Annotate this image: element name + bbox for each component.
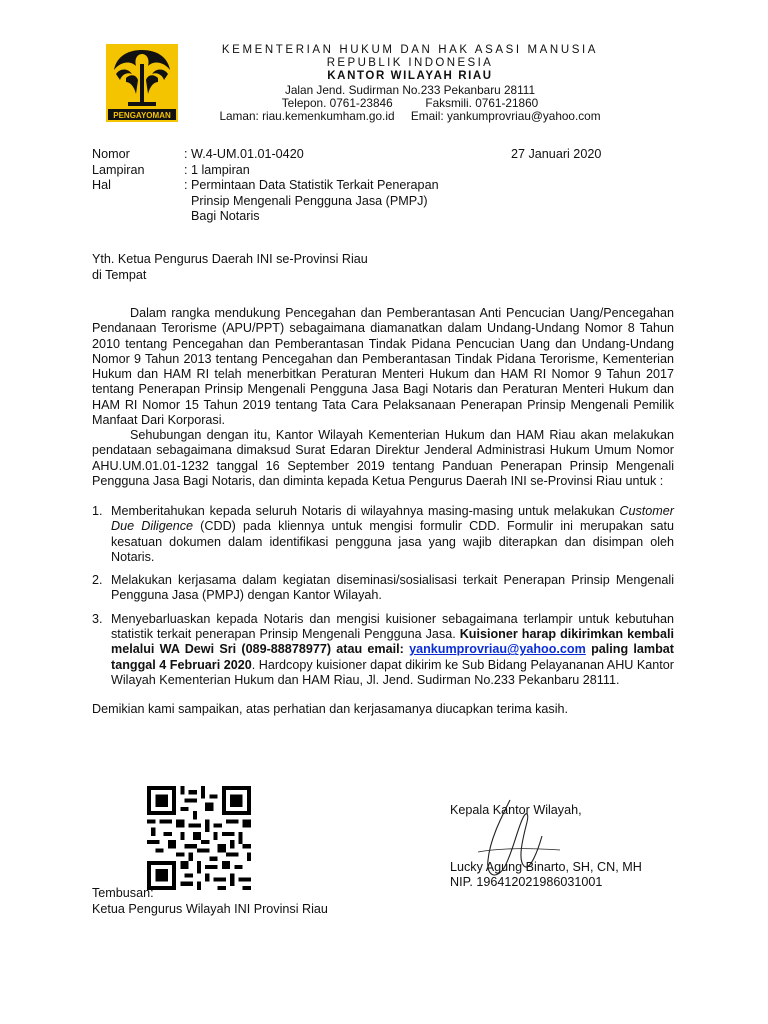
list-item-1-b: (CDD) pada kliennya untuk mengisi formulir CDD. Formulir ini merupakan satu kesatuan dokumen dalam identifikasi pengguna jasa yang wajib diterapkan dan disimpan oleh Notaris. [111,519,675,564]
addressee [92,252,368,283]
header-address: Jalan Jend. Sudirman No.233 Pekanbaru 28111 [284,83,536,97]
closing-text: Demikian kami sampaikan, atas perhatian dan kerjasamanya diucapkan terima kasih. [92,702,569,716]
header-republic: REPUBLIK INDONESIA [326,57,494,69]
list-item-3-a: Menyebarluaskan kepada Notaris dan mengisi kuisioner sebagaimana terlampir untuk kebutuhan statistik terkait penerapan Prinsip Mengenali Pengguna Jasa. [111,611,674,642]
list-item [92,612,674,688]
header-office: KANTOR WILAYAH RIAU [327,70,493,82]
signer-title: Kepala Kantor Wilayah, [450,803,582,817]
email-link[interactable]: yankumprovriau@yahoo.com [409,642,586,657]
nomor-label: Nomor [92,147,130,161]
signer-nip: NIP. 196412021986031001 [450,875,603,889]
lampiran-label: Lampiran [92,162,145,177]
header-phone-fax: Telepon. 0761-23846 Faksmili. 0761-21860 [281,96,539,110]
letter-date: 27 Januari 2020 [511,147,602,161]
list-item-3-bold1: Kuisioner harap dikirimkan kembali melalui WA Dewi Sri (089-88878977) atau email: [111,627,674,657]
addressee-line2: di Tempat [92,267,147,282]
list-number: 1. [92,504,103,518]
list-number: 2. [92,573,103,588]
letter-meta [92,147,492,227]
tembusan-label: Tembusan: [92,886,154,900]
numbered-list [92,504,674,688]
hal-value-2: Prinsip Mengenali Pengguna Jasa (PMPJ) [191,193,428,208]
list-item-1-a: Memberitahukan kepada seluruh Notaris di wilayahnya masing-masing untuk melakukan [111,504,615,518]
hal-value-3: Bagi Notaris [191,209,260,223]
body-paragraph-2 [92,428,674,489]
lampiran-value: : 1 lampiran [184,162,250,177]
logo-text: PENGAYOMAN [113,111,171,120]
list-item-3-bold2: paling lambat tanggal 4 Februari 2020 [111,642,674,672]
tembusan [92,886,328,917]
list-number: 3. [92,611,103,626]
list-item-2: Melakukan kerjasama dalam kegiatan diseminasi/sosialisasi terkait Penerapan Prinsip Mengenali Pengguna Jasa (PMPJ) dengan Kantor Wilayah. [111,573,674,603]
hal-label: Hal [92,178,111,192]
header-web-email: Laman: riau.kemenkumham.go.id Email: yankumprovriau@yahoo.com [219,109,601,123]
qr-code [147,786,251,890]
header-ministry: KEMENTERIAN HUKUM DAN HAK ASASI MANUSIA [221,44,599,56]
addressee-line1: Yth. Ketua Pengurus Daerah INI se-Provinsi Riau [92,252,368,266]
body-paragraph-1 [92,306,674,428]
list-item-1-em: Customer Due Diligence [111,504,674,534]
list-item-3-b: . Hardcopy kuisioner dapat dikirim ke Sub Bidang Pelayananan AHU Kantor Wilayah Kementerian Hukum dan HAM Riau, Jl. Jend. Sudirman No.233 Pekanbaru 28111. [111,657,674,687]
paragraph-2-text: Sehubungan dengan itu, Kantor Wilayah Kementerian Hukum dan HAM Riau akan melakukan pendataan sebagaimana dimaksud Surat Edaran Direktur Jenderal Administrasi Hukum Umum Nomor AHU.UM.01.01-1232 tanggal 16 September 2019 tentang Panduan Penerapan Prinsip Mengenali Pengguna Jasa Bagi Notaris, dan diminta kepada Ketua Pengurus Daerah INI se-Provinsi Riau untuk : [92,428,674,488]
signer-name: Lucky Agung Binarto, SH, CN, MH [450,860,642,874]
hal-value-1: : Permintaan Data Statistik Terkait Penerapan [184,178,439,192]
list-item [92,573,674,604]
nomor-value: : W.4-UM.01.01-0420 [184,147,304,161]
pengayoman-logo [106,44,178,122]
list-item [92,504,674,565]
tembusan-line1: Ketua Pengurus Wilayah INI Provinsi Riau [92,901,328,916]
paragraph-1-text: Dalam rangka mendukung Pencegahan dan Pemberantasan Anti Pencucian Uang/Pencegahan Pendanaan Terorisme (APU/PPT) sebagaimana diamanatkan dalam Undang-Undang Nomor 8 Tahun 2010 tentang Pencegahan dan Pemberantasan Tindak Pidana Pencucian Uang dan Undang-Undang Nomor 9 Tahun 2013 tentang Pencegahan dan Pemberantasan Tindak Pidana Terorisme, Kementerian Hukum dan HAM RI telah menerbitkan Peraturan Menteri Hukum dan HAM RI Nomor 9 Tahun 2017 tentang Penerapan Prinsip Mengenali Pengguna Jasa Bagi Notaris dan Peraturan Menteri Hukum dan HAM RI Nomor 15 Tahun 2019 tentang Tata Cara Pelaksanaan Penerapan Prinsip Mengenali Pemilik Manfaat Dari Korporasi. [92,306,674,428]
